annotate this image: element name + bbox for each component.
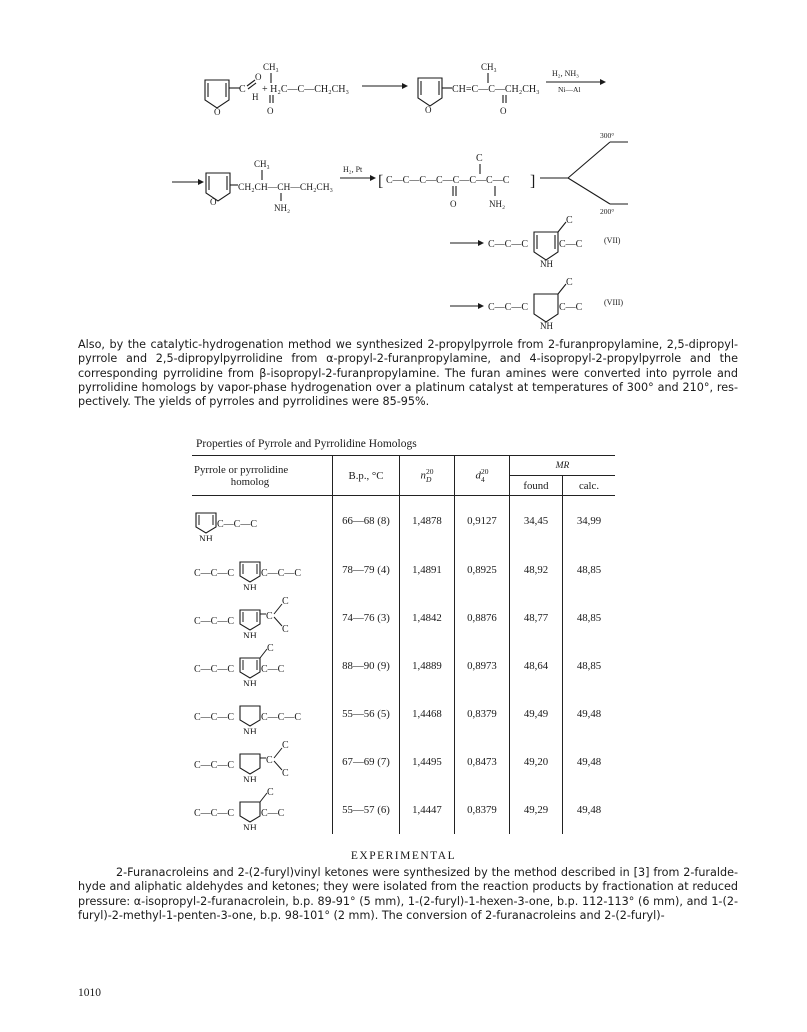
pyrrolidine-ring	[240, 754, 260, 774]
temp-300: 300°	[600, 131, 615, 140]
temp-200: 200°	[600, 207, 615, 216]
column-header-calc: calc.	[563, 476, 616, 496]
enone-chain: CH=C—C—CH₂CH₃	[452, 84, 540, 95]
catalyst-ni-al: Ni—Al	[558, 85, 581, 94]
cell-calc: 34,99	[563, 496, 616, 546]
pyrrole-ring	[534, 232, 558, 260]
enone-methyl: CH₃	[481, 62, 497, 72]
cell-bp: 74—76 (3)	[333, 594, 400, 642]
right-chain: C—C—C	[261, 712, 302, 723]
furan-ring	[418, 78, 442, 106]
nd-superscript: 20	[425, 466, 434, 476]
cell-bp: 67—69 (7)	[333, 738, 400, 786]
cell-found: 49,49	[510, 690, 563, 738]
properties-table	[192, 455, 615, 834]
cell-bp: 88—90 (9)	[333, 642, 400, 690]
left-chain: C—C—C	[194, 760, 235, 771]
pyrrolidine-ring	[534, 294, 558, 322]
table-row	[192, 642, 615, 690]
d-subscript: 4	[480, 474, 485, 484]
cell-nd: 1,4447	[400, 786, 455, 834]
column-header-homolog	[192, 456, 333, 496]
column-header-mr: MR	[510, 456, 616, 476]
aldehyde-hydrogen: H	[252, 92, 259, 102]
structural-formula	[192, 546, 330, 590]
ketone-formula: + H₂C—C—CH₂CH₃	[262, 84, 349, 95]
left-chain: C—C—C	[194, 568, 235, 579]
structure-cell	[192, 738, 333, 786]
structure-cell	[192, 594, 333, 642]
bracket-nh2: NH₂	[489, 199, 506, 209]
label-viii: (VIII)	[604, 298, 624, 307]
vii-methyl: C	[566, 215, 573, 226]
vii-chain-left: C—C—C	[488, 239, 529, 250]
bracket-open: [	[378, 173, 384, 190]
structure-cell	[192, 546, 333, 594]
cell-nd: 1,4468	[400, 690, 455, 738]
furan-ring	[205, 80, 229, 108]
ketone-methyl: CH₃	[263, 62, 279, 72]
body-paragraph: Also, by the catalytic-hydrogenation method we synthesized 2-propylpyrrole from 2-furanpropylamine, 2,5-dipropyl-pyrrole and 2,5-dipropylpyrrolidine from α-propyl-2-furanpropylamine, and 4-isopropyl-2-propylpyrrole and the corresponding pyrrolidine from β-isopropyl-2-furanpropylamine. The furan amines were converted into pyrrole and pyrrolidine homologs by vapor-phase hydrogenation over a platinum catalyst at temperatures of 300° and 210°, res-pectively. The yields of pyrroles and pyrrolidines were 85-95%.	[78, 338, 738, 409]
amine-methyl: CH₃	[254, 159, 270, 169]
cell-nd: 1,4495	[400, 738, 455, 786]
right-chain: C—C	[261, 808, 285, 819]
pyrrolidine-ring	[240, 706, 260, 726]
cell-nd: 1,4878	[400, 496, 455, 546]
vii-nh: NH	[540, 259, 553, 269]
amine-nh2: NH₂	[274, 203, 291, 213]
bracket-oxygen: O	[450, 199, 457, 209]
branch-atom: C	[267, 787, 274, 798]
table-caption: Properties of Pyrrole and Pyrrolidine Homologs	[196, 438, 417, 450]
column-header-density	[455, 456, 510, 496]
furan-oxygen: O	[214, 107, 221, 117]
cell-bp: 66—68 (8)	[333, 496, 400, 546]
branch-bond	[274, 617, 282, 626]
table-row	[192, 496, 615, 546]
right-chain: C—C—C	[217, 519, 258, 531]
structural-formula	[192, 642, 330, 686]
cell-d: 0,8379	[455, 690, 510, 738]
branch-bond	[274, 761, 282, 770]
branch-atom: C	[266, 755, 273, 766]
cell-nd: 1,4842	[400, 594, 455, 642]
structure-cell	[192, 642, 333, 690]
enone-oxygen: O	[500, 106, 507, 116]
homolog-header-line1: Pyrrole or pyrrolidine	[194, 463, 289, 476]
pyrrolidine-ring	[240, 802, 260, 822]
viii-tail: C—C	[559, 302, 583, 313]
viii-chain-left: C—C—C	[488, 302, 529, 313]
section-heading: EXPERIMENTAL	[350, 850, 457, 862]
cell-found: 49,20	[510, 738, 563, 786]
amine-chain: CH₂CH—CH—CH₂CH₃	[238, 183, 333, 193]
ring-nh: NH	[243, 824, 257, 830]
structural-formula	[192, 594, 330, 638]
cell-bp: 78—79 (4)	[333, 546, 400, 594]
cell-d: 0,8876	[455, 594, 510, 642]
structure-cell	[192, 496, 333, 546]
cell-nd: 1,4889	[400, 642, 455, 690]
cell-calc: 49,48	[563, 786, 616, 834]
structural-formula	[192, 786, 330, 830]
d-superscript: 20	[480, 466, 489, 476]
furan-oxygen: O	[210, 197, 217, 207]
nd-subscript: D	[425, 474, 432, 484]
viii-nh: NH	[540, 321, 553, 330]
cell-d: 0,8473	[455, 738, 510, 786]
table-row	[192, 786, 615, 834]
left-chain: C—C—C	[194, 616, 235, 627]
vii-tail: C—C	[559, 239, 583, 250]
ketone-oxygen: O	[267, 106, 274, 116]
branch-atom: C	[266, 611, 273, 622]
branch-bond	[260, 649, 267, 658]
label-vii: (VII)	[604, 236, 621, 245]
bracket-close: ]	[530, 173, 536, 190]
ring-nh: NH	[243, 776, 257, 782]
ring-nh: NH	[243, 680, 257, 686]
table-row	[192, 738, 615, 786]
branch-bond	[274, 748, 282, 758]
cell-nd: 1,4891	[400, 546, 455, 594]
cell-calc: 48,85	[563, 594, 616, 642]
cell-found: 34,45	[510, 496, 563, 546]
branch-atom: C	[282, 768, 289, 779]
right-chain: C—C—C	[261, 568, 302, 579]
branch-atom: C	[282, 624, 289, 635]
cell-calc: 48,85	[563, 546, 616, 594]
ring-nh: NH	[243, 632, 257, 638]
cell-found: 49,29	[510, 786, 563, 834]
table-row	[192, 690, 615, 738]
branch-atom: C	[282, 740, 289, 751]
structure-cell	[192, 786, 333, 834]
branch-c: C	[476, 153, 483, 164]
ring-nh: NH	[243, 584, 257, 590]
branch-atom: C	[282, 596, 289, 607]
aldehyde-oxygen: O	[255, 72, 262, 82]
structure-cell	[192, 690, 333, 738]
page-number: 1010	[78, 987, 101, 999]
aldehyde-c: C	[239, 84, 246, 95]
structural-formula	[192, 690, 330, 734]
structural-formula	[192, 738, 330, 782]
homolog-header-line2: homolog	[230, 475, 270, 488]
reagent-h2-nh3: H₂, NH₃	[552, 69, 579, 78]
column-header-found: found	[510, 476, 563, 496]
furan-oxygen: O	[425, 105, 432, 115]
structural-formula	[192, 497, 330, 541]
cell-d: 0,8925	[455, 546, 510, 594]
column-header-bp: B.p., °C	[333, 456, 400, 496]
cell-d: 0,9127	[455, 496, 510, 546]
cell-bp: 55—56 (5)	[333, 690, 400, 738]
cell-found: 48,64	[510, 642, 563, 690]
left-chain: C—C—C	[194, 808, 235, 819]
table-row	[192, 546, 615, 594]
ring-nh: NH	[243, 728, 257, 734]
branch-bond	[274, 604, 282, 614]
branch-atom: C	[267, 643, 274, 654]
cell-calc: 49,48	[563, 690, 616, 738]
d-symbol: d	[475, 468, 481, 481]
cell-found: 48,92	[510, 546, 563, 594]
left-chain: C—C—C	[194, 712, 235, 723]
table-row	[192, 594, 615, 642]
nd-symbol: n	[420, 468, 426, 481]
column-header-nd	[400, 456, 455, 496]
bracket-chain: C—C—C—C—C—C—C—C	[386, 175, 510, 186]
left-chain: C—C—C	[194, 664, 235, 675]
reaction-scheme	[0, 0, 807, 330]
cell-found: 48,77	[510, 594, 563, 642]
right-chain: C—C	[261, 664, 285, 675]
cell-calc: 48,85	[563, 642, 616, 690]
cell-bp: 55—57 (6)	[333, 786, 400, 834]
cell-d: 0,8379	[455, 786, 510, 834]
branch-bond	[260, 793, 267, 802]
cell-d: 0,8973	[455, 642, 510, 690]
body-paragraph: 2-Furanacroleins and 2-(2-furyl)vinyl ketones were synthesized by the method described in [3] from 2-furalde-hyde and aliphatic aldehydes and ketones; they were isolated from the reaction products by fractionation at reduced pressure: α-isopropyl-2-furanacrolein, b.p. 89-91° (5 mm), 1-(2-furyl)-1-hexen-3-one, b.p. 112-113° (6 mm), and 1-(2-furyl)-2-methyl-1-penten-3-one, b.p. 98-101° (2 mm). The conversion of 2-furanacroleins and 2-(2-furyl)-	[78, 866, 738, 922]
ring-nh: NH	[199, 535, 213, 542]
reagent-h2-pt: H₂, Pt	[343, 165, 363, 174]
viii-methyl: C	[566, 277, 573, 288]
cell-calc: 49,48	[563, 738, 616, 786]
